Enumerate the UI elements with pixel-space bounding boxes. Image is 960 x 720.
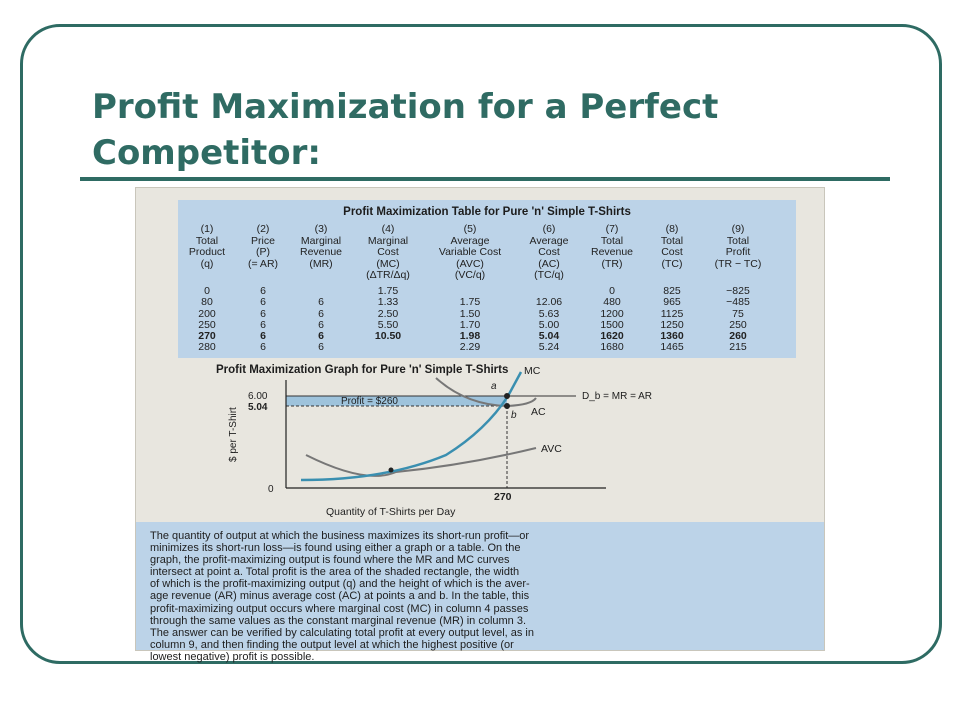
caption-line: The quantity of output at which the business maximizes its short-run profit—or <box>150 530 530 542</box>
table-cell: 6 <box>260 341 266 354</box>
table-header-line: Total <box>726 234 750 247</box>
table-header-line: (VC/q) <box>454 269 486 281</box>
figure-caption <box>136 522 824 663</box>
table-cell: 6 <box>318 307 324 320</box>
table-cell: 1.33 <box>377 296 399 309</box>
table-column-header <box>178 224 236 286</box>
table-cell: 5.63 <box>538 307 560 320</box>
table-header-line: (TC/q) <box>534 269 564 281</box>
table-cell: 2.50 <box>377 307 399 320</box>
point-a-marker <box>504 393 510 399</box>
table-header-line: Average <box>529 234 569 247</box>
table-cell: 480 <box>603 296 621 309</box>
table-header-line: (MC) <box>376 257 400 270</box>
table-column-header <box>424 224 516 286</box>
table-cell: 2.29 <box>459 341 481 354</box>
table-cell: 12.06 <box>535 296 563 309</box>
table-header-line: Revenue <box>590 246 634 258</box>
table-header-line: Average <box>450 234 490 247</box>
table-header-line: (3) <box>314 223 328 235</box>
profit-label: Profit = $260 <box>341 396 398 407</box>
table-cell: 5.24 <box>538 341 560 354</box>
table-cell: 1250 <box>660 318 684 331</box>
table-header-line: (9) <box>731 223 745 235</box>
table-cell: 6 <box>260 285 266 297</box>
table-column <box>290 224 352 354</box>
table-column <box>702 224 774 354</box>
table-cell: 215 <box>729 341 747 354</box>
x-tick-0: 0 <box>268 484 274 495</box>
table-column <box>352 224 424 354</box>
table-header-line: (AVC) <box>456 257 484 270</box>
table-header-line: (8) <box>665 223 679 235</box>
caption-line: of which is the profit-maximizing output (q) and the height of which is the aver- <box>150 578 530 591</box>
table-header-line: (P) <box>256 246 270 258</box>
table-cell: 5.00 <box>538 318 560 331</box>
table-cell: −485 <box>726 296 750 309</box>
table-cell: 1.98 <box>459 330 481 343</box>
table-column <box>516 224 582 354</box>
table-cell: 6 <box>260 296 266 309</box>
table-cell: 6 <box>260 307 266 320</box>
table-cell: 6 <box>260 330 266 343</box>
table-cell: 80 <box>201 296 213 309</box>
table-header-line: Marginal <box>367 234 409 247</box>
y-axis-label: $ per T-Shirt <box>228 407 239 462</box>
point-b-marker <box>504 403 510 409</box>
table-header-line: (5) <box>463 223 477 235</box>
table-cell: 0 <box>609 285 615 297</box>
table-cell: 6 <box>318 341 324 354</box>
table-header-line: (TC) <box>661 257 683 270</box>
table-header-line: (AC) <box>538 257 560 270</box>
avc-curve <box>306 448 536 476</box>
table-column-header <box>582 224 642 286</box>
table-cell: 250 <box>198 318 216 331</box>
table-column-header <box>516 224 582 286</box>
slide-title-line-2: Competitor: <box>92 133 322 173</box>
table-cell: 1.75 <box>459 296 481 309</box>
table-cell: 6 <box>318 318 324 331</box>
profit-table-columns <box>178 224 796 354</box>
demand-label: D_b = MR = AR <box>582 391 653 402</box>
point-a-label: a <box>491 381 497 392</box>
profit-table <box>178 200 796 358</box>
table-column <box>236 224 290 354</box>
table-cell: 200 <box>198 307 216 320</box>
table-cell: 1200 <box>600 307 624 320</box>
table-header-line: Cost <box>538 246 560 258</box>
table-header-line: Total <box>660 234 684 247</box>
caption-line: intersect at point a. Total profit is the area of the shaded rectangle, the width <box>150 566 520 579</box>
point-b-label: b <box>511 410 517 421</box>
slide-title-line-1: Profit Maximization for a Perfect <box>92 87 719 127</box>
table-header-line: Price <box>251 234 275 247</box>
profit-graph <box>136 360 824 520</box>
table-header-line: (1) <box>200 223 214 235</box>
slide-title <box>92 84 792 176</box>
caption-line: minimizes its short-run loss—is found using either a graph or a table. On the <box>150 542 521 555</box>
table-header-line: Variable Cost <box>438 246 502 258</box>
table-cell: 1.50 <box>459 307 481 320</box>
ac-label: AC <box>531 406 546 418</box>
caption-line: through the same values as the constant marginal revenue (MR) in column 3. <box>150 614 527 627</box>
table-cell: 6 <box>318 330 324 343</box>
table-header-line: (ΔTR/Δq) <box>366 269 410 281</box>
table-header-line: Cost <box>377 246 399 258</box>
table-column-header <box>352 224 424 286</box>
table-header-line: (6) <box>542 223 556 235</box>
table-header-line: Product <box>188 246 226 258</box>
table-column-header <box>290 224 352 286</box>
table-header-line: Total <box>195 234 219 247</box>
table-column-header <box>702 224 774 286</box>
y-tick-600: 6.00 <box>248 391 268 402</box>
caption-line: graph, the profit-maximizing output is found where the MR and MC curves <box>150 554 510 567</box>
table-column <box>178 224 236 354</box>
table-cell: 1125 <box>660 307 684 320</box>
profit-table-title: Profit Maximization Table for Pure 'n' Simple T-Shirts <box>343 206 631 218</box>
table-cell: 1500 <box>600 318 624 331</box>
x-tick-270: 270 <box>494 491 512 503</box>
profit-graph-svg <box>136 360 824 520</box>
caption-line: age revenue (AR) minus average cost (AC) at points a and b. In the table, this <box>150 590 530 603</box>
mc-label: MC <box>524 365 541 377</box>
table-header-line: Marginal <box>300 234 342 247</box>
caption-line: lowest negative) profit is possible. <box>150 650 315 663</box>
table-cell: 1.75 <box>377 285 399 297</box>
avc-label: AVC <box>541 443 562 455</box>
table-cell: 1360 <box>660 330 684 343</box>
table-cell: 75 <box>732 307 744 320</box>
table-header-line: Profit <box>725 246 751 258</box>
table-header-line: (4) <box>381 223 395 235</box>
table-cell: 0 <box>204 285 210 297</box>
table-header-line: Cost <box>661 246 683 258</box>
table-cell: 6 <box>318 296 324 309</box>
table-header-line: (TR) <box>601 257 623 270</box>
table-header-line: (MR) <box>309 257 333 270</box>
y-tick-504: 5.04 <box>248 402 268 413</box>
table-cell: 10.50 <box>374 330 402 343</box>
avc-minimum-marker <box>389 468 394 473</box>
table-header-line: Total <box>600 234 624 247</box>
table-cell: 5.50 <box>377 318 399 331</box>
table-cell: 825 <box>663 285 681 297</box>
table-column-header <box>642 224 702 286</box>
title-underline <box>80 177 890 181</box>
caption-line: column 9, and then finding the output level at which the highest positive (or <box>150 638 514 651</box>
table-column <box>642 224 702 354</box>
table-column-header <box>236 224 290 286</box>
table-cell: 965 <box>663 296 681 309</box>
table-header-line: (TR − TC) <box>714 257 762 270</box>
table-cell: 280 <box>198 341 216 354</box>
table-column <box>424 224 516 354</box>
graph-title: Profit Maximization Graph for Pure 'n' Simple T-Shirts <box>216 364 509 376</box>
table-cell: 1680 <box>600 341 624 354</box>
table-cell: 5.04 <box>538 330 560 343</box>
table-cell: 1.70 <box>459 318 481 331</box>
table-cell: 250 <box>729 318 747 331</box>
table-header-line: (q) <box>200 257 214 270</box>
table-column <box>582 224 642 354</box>
textbook-figure <box>136 188 824 663</box>
table-cell: 260 <box>729 330 747 343</box>
table-cell: 270 <box>198 330 216 343</box>
mc-curve <box>301 372 521 480</box>
table-cell <box>352 342 424 353</box>
table-header-line: (7) <box>605 223 619 235</box>
table-header-line: Revenue <box>299 246 343 258</box>
table-header-line: (= AR) <box>247 257 279 270</box>
caption-line: profit-maximizing output occurs where marginal cost (MC) in column 4 passes <box>150 602 529 615</box>
figure-caption-text <box>136 522 824 663</box>
table-cell: −825 <box>726 285 750 297</box>
table-cell: 1620 <box>600 330 624 343</box>
table-header-line: (2) <box>256 223 270 235</box>
caption-line: The answer can be verified by calculating total profit at every output level, as in <box>150 626 534 639</box>
table-cell: 6 <box>260 318 266 331</box>
x-axis-label: Quantity of T-Shirts per Day <box>326 506 456 518</box>
table-cell: 1465 <box>660 341 684 354</box>
